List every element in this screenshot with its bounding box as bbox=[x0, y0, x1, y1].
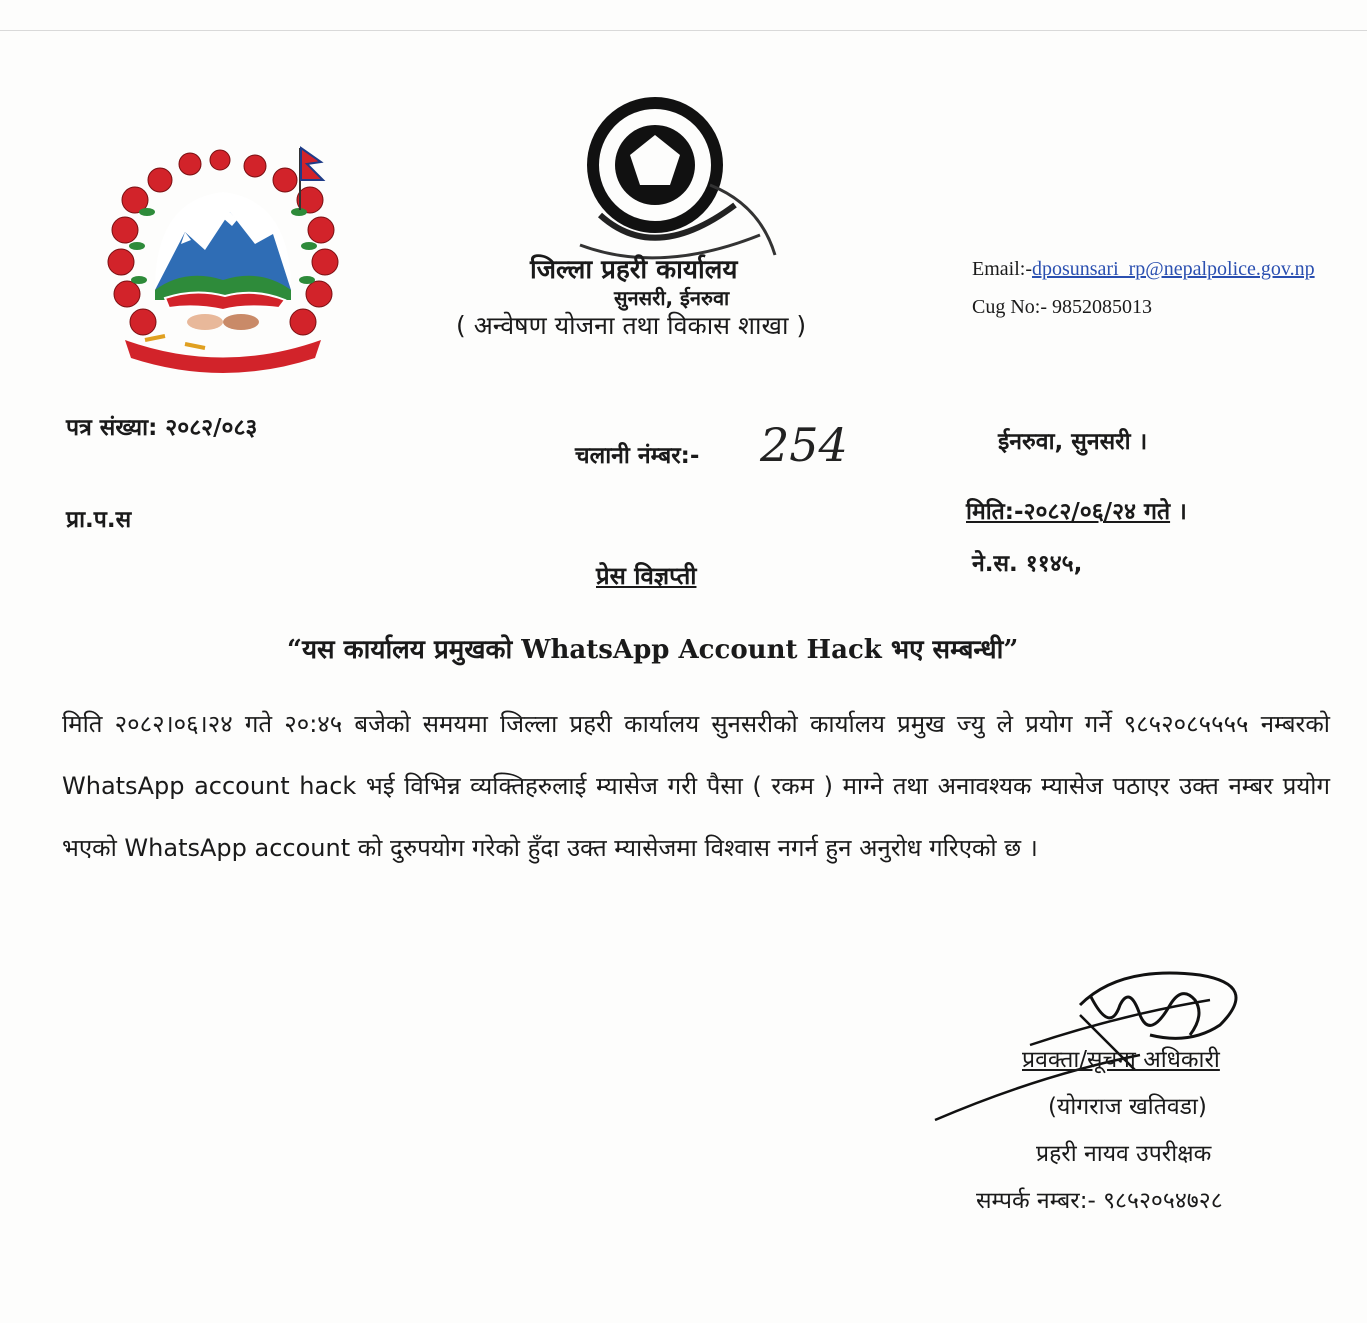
email-link[interactable]: dposunsari_rp@nepalpolice.gov.np bbox=[1031, 258, 1315, 280]
office-name: जिल्ला प्रहरी कार्यालय bbox=[530, 255, 738, 285]
dispatch-number-handwritten: 254 bbox=[760, 418, 848, 472]
dispatch-label: चलानी नंम्बर:- bbox=[575, 443, 700, 469]
date-line bbox=[966, 494, 1187, 526]
signatory-name: (योगराज खतिवडा) bbox=[1048, 1094, 1207, 1120]
email-row bbox=[972, 258, 1315, 281]
letter-number: पत्र संख्या: २०८२/०८३ bbox=[66, 415, 258, 441]
body-paragraph: मिति २०८२।०६।२४ गते २०:४५ बजेको समयमा जिल्ला प्रहरी कार्यालय सुनसरीको कार्यालय प्रमुख ज्यु ले प्रयोग गर्ने ९८५२०८५५५५ नम्बरको WhatsApp account hack भई विभिन्न व्यक्तिहरुलाई म्यासेज गरी पैसा ( रकम ) माग्ने तथा अनावश्यक म्यासेज पठाएर उक्त नम्बर प्रयोग भएको WhatsApp account को दुरुपयोग गरेको हुँदा उक्त म्यासेजमा विश्वास नगर्न हुन अनुरोध गरिएको छ । bbox=[62, 710, 1330, 862]
place-name: ईनरुवा, सुनसरी । bbox=[998, 429, 1148, 455]
date-text: मिति:-२०८२/०६/२४ गते bbox=[966, 499, 1171, 525]
nepal-emblem-logo bbox=[95, 140, 350, 375]
date-end: । bbox=[1170, 499, 1187, 525]
cug-label: Cug No:- bbox=[972, 296, 1047, 318]
office-location: सुनसरी, ईनरुवा bbox=[614, 286, 730, 310]
page-top-rule bbox=[0, 30, 1367, 31]
cug-row bbox=[972, 296, 1152, 319]
signatory-contact: सम्पर्क नम्बर:- ९८५२०५४७२८ bbox=[976, 1188, 1223, 1214]
nepal-sambat-year: ने.स. ११४५, bbox=[972, 551, 1083, 577]
cug-number: 9852085013 bbox=[1052, 296, 1152, 318]
reference-abbrev: प्रा.प.स bbox=[66, 507, 132, 533]
signatory-title: प्रवक्ता/सूचना अधिकारी bbox=[1022, 1047, 1220, 1073]
subject-line: “यस कार्यालय प्रमुखको WhatsApp Account Hack भए सम्बन्धी” bbox=[287, 635, 1019, 665]
signatory-rank: प्रहरी नायव उपरीक्षक bbox=[1036, 1141, 1212, 1167]
email-label: Email:- bbox=[972, 258, 1032, 280]
branch-name: ( अन्वेषण योजना तथा विकास शाखा ) bbox=[456, 311, 807, 340]
press-release-heading: प्रेस विज्ञप्ती bbox=[596, 562, 697, 590]
